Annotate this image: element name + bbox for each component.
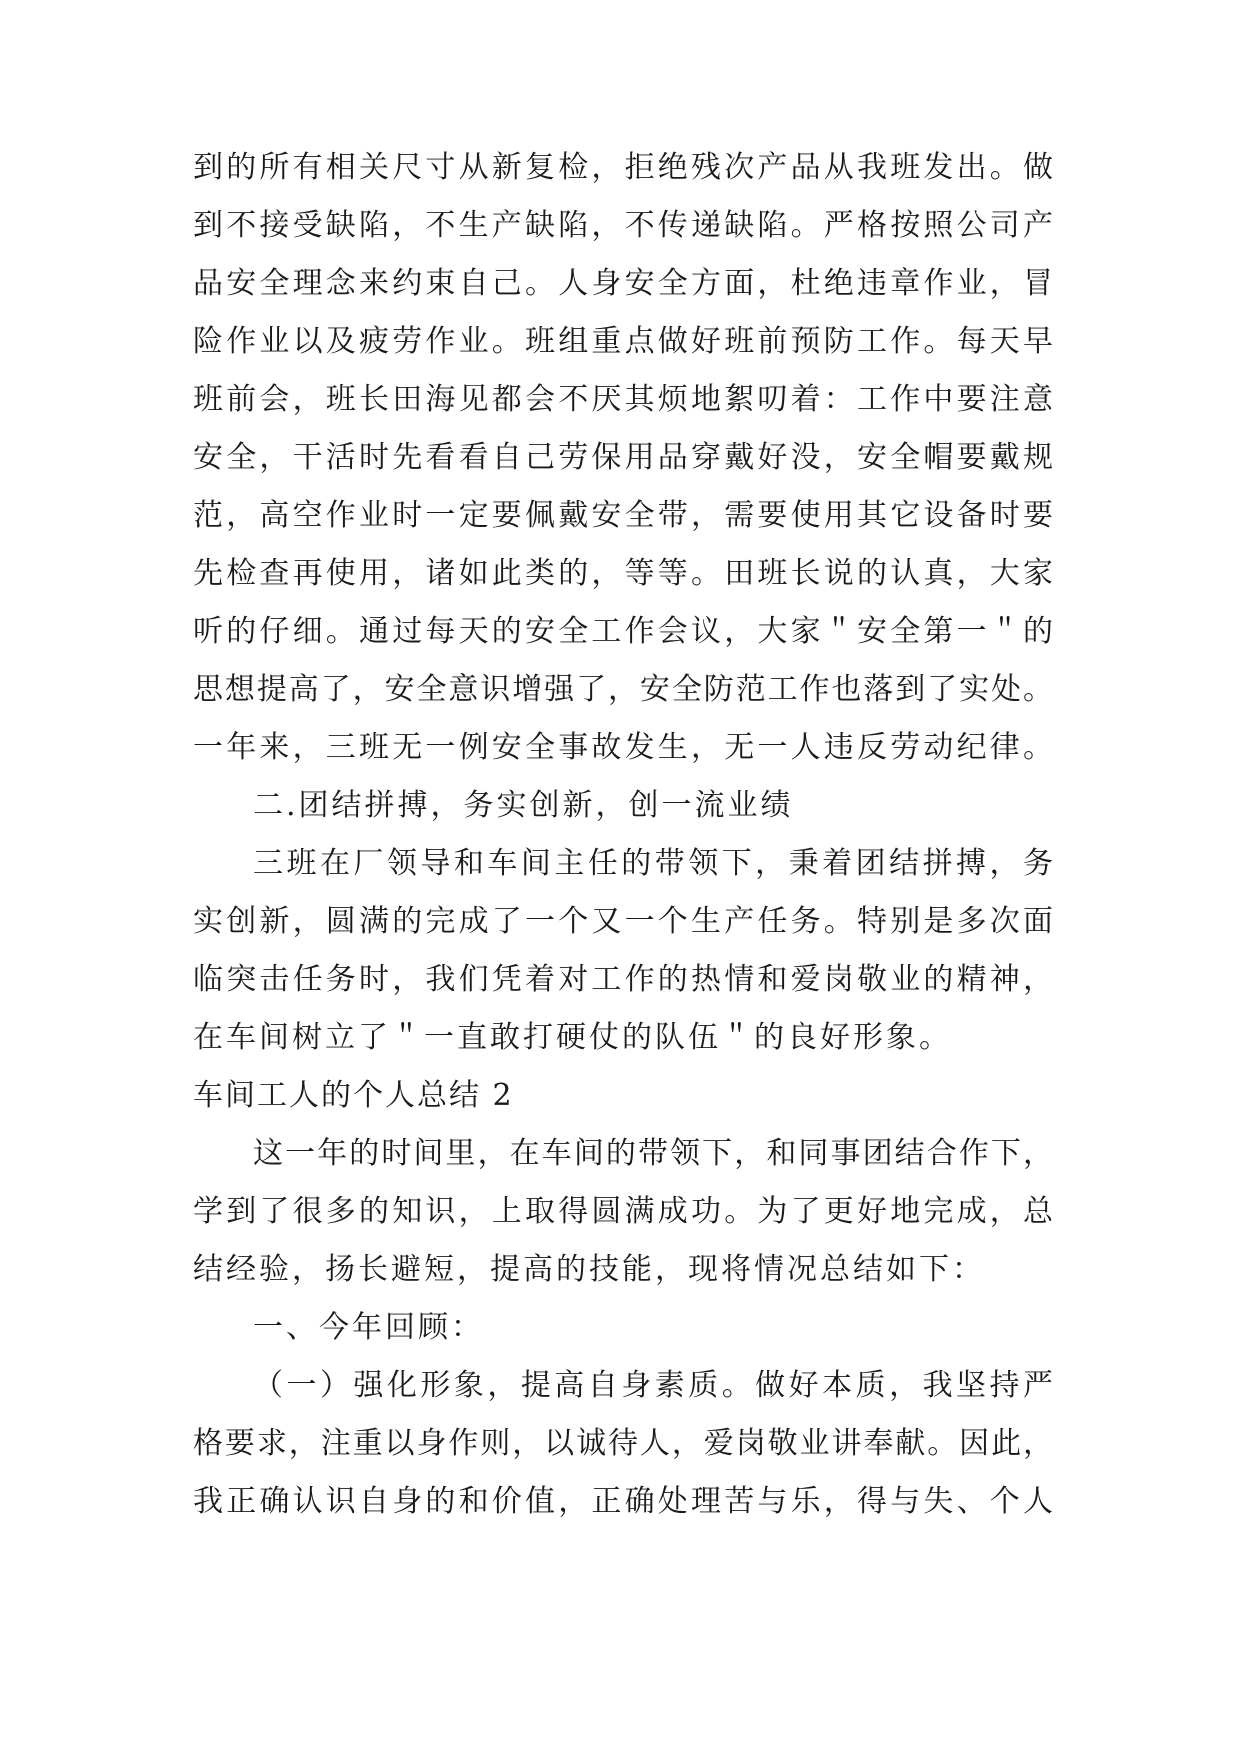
text-line: 格要求，注重以身作则，以诚待人，爱岗敬业讲奉献。因此，: [193, 1426, 1053, 1461]
paragraph-first-line: 这一年的时间里，在车间的带领下，和同事团结合作下，: [253, 1136, 1053, 1171]
text-line: 学到了很多的知识，上取得圆满成功。为了更好地完成，总: [193, 1194, 1053, 1229]
text-line: 范，高空作业时一定要佩戴安全带，需要使用其它设备时要: [193, 498, 1053, 533]
text-line: 险作业以及疲劳作业。班组重点做好班前预防工作。每天早: [193, 324, 1053, 359]
text-line: 一年来，三班无一例安全事故发生，无一人违反劳动纪律。: [193, 730, 1053, 765]
text-line: 在车间树立了＂一直敢打硬仗的队伍＂的良好形象。: [193, 1020, 952, 1055]
text-line: 先检查再使用，诸如此类的，等等。田班长说的认真，大家: [193, 556, 1053, 591]
text-line: 我正确认识自身的和价值，正确处理苦与乐，得与失、个人: [193, 1484, 1053, 1519]
text-line: 品安全理念来约束自己。人身安全方面，杜绝违章作业，冒: [193, 266, 1053, 301]
text-line: 听的仔细。通过每天的安全工作会议，大家＂安全第一＂的: [193, 614, 1053, 649]
section-heading: 二.团结拼搏，务实创新，创一流业绩: [253, 788, 794, 823]
text-line: 到的所有相关尺寸从新复检，拒绝残次产品从我班发出。做: [193, 150, 1053, 185]
text-line: 班前会，班长田海见都会不厌其烦地絮叨着：工作中要注意: [193, 382, 1053, 417]
text-line: 到不接受缺陷，不生产缺陷，不传递缺陷。严格按照公司产: [193, 208, 1053, 243]
document-title: 车间工人的个人总结 2: [193, 1078, 514, 1113]
section-heading: 一、今年回顾：: [253, 1310, 484, 1345]
text-line: 临突击任务时，我们凭着对工作的热情和爱岗敬业的精神，: [193, 962, 1053, 997]
subsection-heading: （一）强化形象，提高自身素质。做好本质，我坚持严: [253, 1368, 1053, 1403]
text-line: 思想提高了，安全意识增强了，安全防范工作也落到了实处。: [193, 672, 1053, 707]
paragraph-first-line: 三班在厂领导和车间主任的带领下，秉着团结拼搏，务: [253, 846, 1053, 881]
text-line: 结经验，扬长避短，提高的技能，现将情况总结如下：: [193, 1252, 985, 1287]
text-line: 安全，干活时先看看自己劳保用品穿戴好没，安全帽要戴规: [193, 440, 1053, 475]
text-line: 实创新，圆满的完成了一个又一个生产任务。特别是多次面: [193, 904, 1053, 939]
